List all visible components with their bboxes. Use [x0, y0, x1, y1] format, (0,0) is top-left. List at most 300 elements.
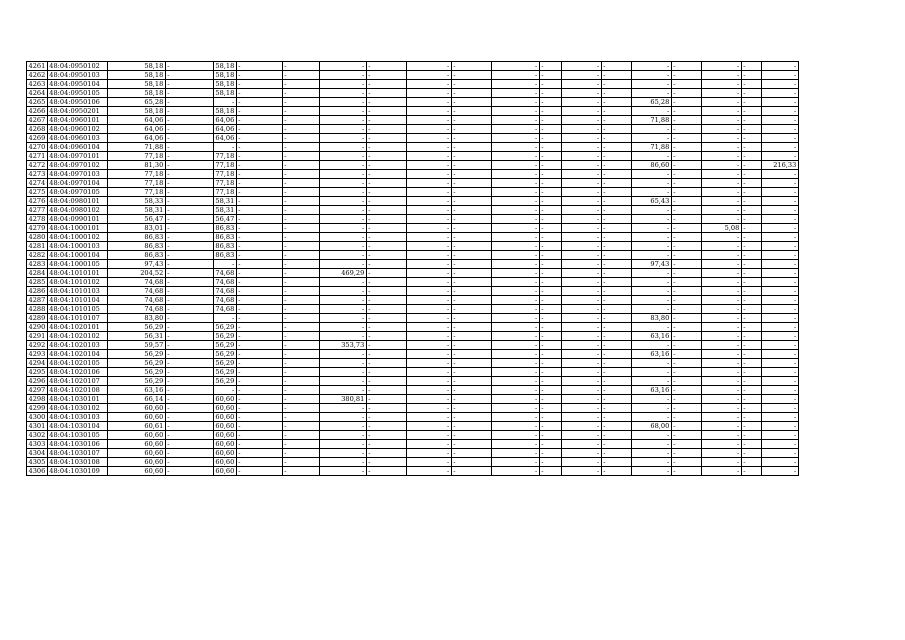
- value-cell: -: [561, 269, 601, 278]
- value-cell: -: [701, 251, 741, 260]
- value-cell: -: [701, 305, 741, 314]
- value-cell: -: [282, 242, 319, 251]
- value-cell: -: [366, 422, 406, 431]
- value-cell: -: [671, 71, 701, 80]
- cadastral-number-cell: 48:04:1030103: [47, 413, 107, 422]
- value-cell: -: [165, 71, 213, 80]
- value-cell: -: [561, 296, 601, 305]
- row-number-cell: 4298: [28, 395, 46, 403]
- value-cell: -: [761, 422, 798, 431]
- value-cell: -: [165, 134, 213, 143]
- value-cell: -: [671, 116, 701, 125]
- value-cell: -: [406, 152, 451, 161]
- value-cell: -: [236, 62, 282, 71]
- value-cell: -: [601, 287, 631, 296]
- value-cell: -: [236, 278, 282, 287]
- table-row: [27, 278, 799, 287]
- value-cell: -: [282, 215, 319, 224]
- value-cell: -: [366, 62, 406, 71]
- value-cell: -: [741, 368, 761, 377]
- value-cell: -: [282, 377, 319, 386]
- cadastral-number-cell: 48:04:1020106: [47, 368, 107, 377]
- value-cell: -: [671, 242, 701, 251]
- row-number-cell: 4304: [28, 449, 46, 457]
- value-cell: -: [561, 242, 601, 251]
- value-cell: -: [539, 233, 561, 242]
- value-cell: -: [319, 161, 366, 170]
- value-cell: -: [741, 395, 761, 404]
- value-cell: -: [451, 89, 491, 98]
- value-cell: 60,60: [107, 431, 165, 440]
- value-cell: -: [631, 296, 671, 305]
- value-cell: -: [282, 134, 319, 143]
- cadastral-number-cell: 48:04:1030106: [47, 440, 107, 449]
- row-number-cell: 4262: [28, 71, 46, 79]
- table-row: [27, 323, 799, 332]
- value-cell: -: [236, 143, 282, 152]
- value-cell: -: [539, 134, 561, 143]
- value-cell: 83,80: [631, 314, 671, 323]
- value-cell: 58,31: [213, 206, 236, 215]
- value-cell: -: [165, 179, 213, 188]
- value-cell: -: [165, 89, 213, 98]
- value-cell: -: [761, 440, 798, 449]
- value-cell: -: [451, 341, 491, 350]
- value-cell: -: [236, 161, 282, 170]
- value-cell: -: [539, 89, 561, 98]
- value-cell: -: [236, 179, 282, 188]
- value-cell: -: [451, 161, 491, 170]
- value-cell: -: [491, 386, 539, 395]
- value-cell: -: [165, 332, 213, 341]
- cadastral-number-cell: 48:04:1000103: [47, 242, 107, 251]
- value-cell: -: [601, 116, 631, 125]
- value-cell: -: [561, 260, 601, 269]
- value-cell: -: [761, 197, 798, 206]
- value-cell: -: [165, 278, 213, 287]
- value-cell: -: [561, 116, 601, 125]
- value-cell: -: [701, 161, 741, 170]
- value-cell: -: [236, 287, 282, 296]
- value-cell: -: [631, 458, 671, 467]
- value-cell: -: [282, 440, 319, 449]
- value-cell: -: [366, 278, 406, 287]
- value-cell: -: [741, 458, 761, 467]
- value-cell: -: [165, 314, 213, 323]
- value-cell: -: [406, 458, 451, 467]
- value-cell: -: [701, 215, 741, 224]
- value-cell: -: [671, 125, 701, 134]
- value-cell: -: [561, 404, 601, 413]
- value-cell: 58,18: [107, 62, 165, 71]
- value-cell: -: [539, 278, 561, 287]
- value-cell: -: [561, 449, 601, 458]
- value-cell: -: [282, 62, 319, 71]
- cadastral-number-cell: 48:04:0970101: [47, 152, 107, 161]
- value-cell: -: [561, 80, 601, 89]
- value-cell: -: [561, 125, 601, 134]
- value-cell: -: [282, 143, 319, 152]
- value-cell: -: [671, 161, 701, 170]
- value-cell: -: [741, 305, 761, 314]
- value-cell: -: [761, 107, 798, 116]
- value-cell: -: [631, 125, 671, 134]
- value-cell: -: [671, 260, 701, 269]
- value-cell: -: [236, 98, 282, 107]
- value-cell: -: [761, 206, 798, 215]
- value-cell: -: [671, 341, 701, 350]
- value-cell: -: [491, 458, 539, 467]
- value-cell: -: [366, 179, 406, 188]
- value-cell: 58,18: [213, 62, 236, 71]
- value-cell: -: [213, 143, 236, 152]
- value-cell: -: [451, 134, 491, 143]
- value-cell: -: [761, 404, 798, 413]
- table-row: [27, 170, 799, 179]
- value-cell: -: [282, 98, 319, 107]
- value-cell: -: [671, 287, 701, 296]
- value-cell: -: [561, 251, 601, 260]
- value-cell: -: [491, 89, 539, 98]
- value-cell: -: [631, 269, 671, 278]
- value-cell: -: [561, 188, 601, 197]
- value-cell: -: [236, 377, 282, 386]
- value-cell: -: [561, 440, 601, 449]
- value-cell: -: [701, 89, 741, 98]
- value-cell: -: [761, 269, 798, 278]
- row-number-cell: 4265: [28, 98, 46, 106]
- value-cell: -: [491, 296, 539, 305]
- value-cell: -: [451, 260, 491, 269]
- table-row: [27, 449, 799, 458]
- value-cell: -: [671, 431, 701, 440]
- value-cell: -: [631, 170, 671, 179]
- value-cell: -: [761, 314, 798, 323]
- value-cell: -: [701, 359, 741, 368]
- value-cell: -: [561, 143, 601, 152]
- value-cell: 86,83: [107, 251, 165, 260]
- value-cell: -: [236, 404, 282, 413]
- value-cell: -: [701, 269, 741, 278]
- value-cell: -: [601, 341, 631, 350]
- value-cell: -: [741, 386, 761, 395]
- value-cell: -: [319, 179, 366, 188]
- value-cell: -: [282, 107, 319, 116]
- value-cell: -: [701, 287, 741, 296]
- value-cell: 5,08: [701, 224, 741, 233]
- value-cell: -: [165, 152, 213, 161]
- value-cell: -: [761, 296, 798, 305]
- cadastral-number-cell: 48:04:1030101: [47, 395, 107, 404]
- value-cell: -: [236, 431, 282, 440]
- value-cell: -: [701, 341, 741, 350]
- value-cell: -: [319, 458, 366, 467]
- value-cell: -: [631, 206, 671, 215]
- value-cell: -: [701, 179, 741, 188]
- value-cell: -: [282, 116, 319, 125]
- value-cell: -: [601, 467, 631, 476]
- value-cell: -: [741, 143, 761, 152]
- row-number-cell: 4305: [28, 458, 46, 466]
- cadastral-number-cell: 48:04:1010104: [47, 296, 107, 305]
- value-cell: 56,47: [213, 215, 236, 224]
- value-cell: -: [451, 350, 491, 359]
- value-cell: -: [631, 107, 671, 116]
- value-cell: -: [165, 116, 213, 125]
- cadastral-number-cell: 48:04:1030107: [47, 449, 107, 458]
- value-cell: -: [761, 62, 798, 71]
- table-row: [27, 467, 799, 476]
- cadastral-number-cell: 48:04:1020107: [47, 377, 107, 386]
- cadastral-number-cell: 48:04:1030108: [47, 458, 107, 467]
- value-cell: 380,81: [319, 395, 366, 404]
- row-number-cell: 4271: [28, 152, 46, 160]
- value-cell: -: [601, 260, 631, 269]
- value-cell: -: [236, 170, 282, 179]
- value-cell: -: [282, 314, 319, 323]
- value-cell: -: [539, 296, 561, 305]
- value-cell: -: [282, 260, 319, 269]
- value-cell: -: [366, 467, 406, 476]
- value-cell: -: [601, 440, 631, 449]
- value-cell: -: [539, 116, 561, 125]
- value-cell: -: [601, 71, 631, 80]
- value-cell: -: [631, 368, 671, 377]
- value-cell: 60,60: [107, 449, 165, 458]
- value-cell: -: [236, 152, 282, 161]
- value-cell: -: [236, 215, 282, 224]
- value-cell: -: [366, 206, 406, 215]
- value-cell: -: [761, 152, 798, 161]
- value-cell: 58,31: [107, 206, 165, 215]
- value-cell: -: [282, 431, 319, 440]
- value-cell: 86,83: [107, 242, 165, 251]
- value-cell: -: [406, 359, 451, 368]
- value-cell: -: [491, 305, 539, 314]
- value-cell: -: [282, 287, 319, 296]
- row-number-cell: 4296: [28, 377, 46, 385]
- value-cell: 63,16: [631, 332, 671, 341]
- row-number-cell: 4279: [28, 224, 46, 232]
- value-cell: -: [741, 80, 761, 89]
- table-row: [27, 107, 799, 116]
- value-cell: -: [671, 386, 701, 395]
- value-cell: -: [282, 458, 319, 467]
- value-cell: -: [236, 422, 282, 431]
- value-cell: -: [451, 449, 491, 458]
- value-cell: 56,29: [213, 377, 236, 386]
- table-row: [27, 350, 799, 359]
- value-cell: -: [366, 134, 406, 143]
- value-cell: -: [561, 215, 601, 224]
- cadastral-number-cell: 48:04:0980101: [47, 197, 107, 206]
- cadastral-number-cell: 48:04:0950105: [47, 89, 107, 98]
- value-cell: -: [319, 350, 366, 359]
- value-cell: -: [601, 323, 631, 332]
- value-cell: 71,88: [107, 143, 165, 152]
- value-cell: -: [701, 107, 741, 116]
- value-cell: -: [319, 413, 366, 422]
- value-cell: -: [631, 215, 671, 224]
- value-cell: -: [451, 179, 491, 188]
- value-cell: -: [282, 179, 319, 188]
- value-cell: -: [741, 197, 761, 206]
- value-cell: -: [366, 197, 406, 206]
- value-cell: 56,29: [107, 377, 165, 386]
- cadastral-number-cell: 48:04:1020108: [47, 386, 107, 395]
- value-cell: -: [761, 224, 798, 233]
- value-cell: -: [451, 296, 491, 305]
- value-cell: -: [761, 305, 798, 314]
- cadastral-number-cell: 48:04:0960101: [47, 116, 107, 125]
- value-cell: -: [491, 278, 539, 287]
- value-cell: -: [741, 350, 761, 359]
- value-cell: -: [741, 323, 761, 332]
- value-cell: 74,68: [213, 287, 236, 296]
- value-cell: -: [601, 413, 631, 422]
- cadastral-number-cell: 48:04:0970105: [47, 188, 107, 197]
- value-cell: -: [631, 323, 671, 332]
- row-number-cell: 4303: [28, 440, 46, 448]
- value-cell: -: [319, 197, 366, 206]
- value-cell: -: [601, 314, 631, 323]
- row-number-cell: 4278: [28, 215, 46, 223]
- value-cell: 71,88: [631, 143, 671, 152]
- value-cell: -: [761, 116, 798, 125]
- value-cell: -: [366, 143, 406, 152]
- value-cell: -: [671, 368, 701, 377]
- row-number-cell: 4277: [28, 206, 46, 214]
- table-row: [27, 62, 799, 71]
- value-cell: -: [319, 71, 366, 80]
- value-cell: -: [701, 368, 741, 377]
- value-cell: -: [213, 314, 236, 323]
- value-cell: -: [451, 395, 491, 404]
- table-row: [27, 242, 799, 251]
- value-cell: -: [366, 449, 406, 458]
- value-cell: -: [761, 377, 798, 386]
- value-cell: -: [213, 386, 236, 395]
- value-cell: -: [671, 62, 701, 71]
- value-cell: -: [236, 80, 282, 89]
- value-cell: -: [406, 242, 451, 251]
- value-cell: -: [366, 386, 406, 395]
- value-cell: 74,68: [107, 296, 165, 305]
- cadastral-number-cell: 48:04:0960104: [47, 143, 107, 152]
- row-number-cell: 4266: [28, 107, 46, 115]
- value-cell: 77,18: [107, 179, 165, 188]
- cadastral-number-cell: 48:04:0970104: [47, 179, 107, 188]
- value-cell: -: [282, 341, 319, 350]
- value-cell: -: [539, 161, 561, 170]
- value-cell: 58,18: [213, 80, 236, 89]
- value-cell: -: [701, 386, 741, 395]
- value-cell: 77,18: [107, 188, 165, 197]
- value-cell: 68,00: [631, 422, 671, 431]
- value-cell: -: [282, 368, 319, 377]
- value-cell: -: [701, 98, 741, 107]
- value-cell: -: [761, 215, 798, 224]
- row-number-cell: 4291: [28, 332, 46, 340]
- value-cell: -: [561, 71, 601, 80]
- value-cell: -: [741, 152, 761, 161]
- value-cell: -: [165, 350, 213, 359]
- value-cell: -: [561, 224, 601, 233]
- value-cell: -: [701, 296, 741, 305]
- value-cell: 74,68: [213, 269, 236, 278]
- value-cell: -: [761, 350, 798, 359]
- value-cell: 56,29: [107, 368, 165, 377]
- value-cell: -: [601, 143, 631, 152]
- value-cell: -: [282, 359, 319, 368]
- value-cell: 65,28: [631, 98, 671, 107]
- value-cell: -: [165, 143, 213, 152]
- value-cell: -: [701, 143, 741, 152]
- table-row: [27, 359, 799, 368]
- value-cell: 63,16: [631, 350, 671, 359]
- value-cell: -: [671, 251, 701, 260]
- table-row: [27, 233, 799, 242]
- cadastral-number-cell: 48:04:1030104: [47, 422, 107, 431]
- value-cell: -: [165, 395, 213, 404]
- value-cell: -: [319, 62, 366, 71]
- value-cell: -: [539, 71, 561, 80]
- value-cell: -: [451, 143, 491, 152]
- table-row: [27, 377, 799, 386]
- value-cell: -: [601, 422, 631, 431]
- value-cell: 60,60: [107, 404, 165, 413]
- table-row: [27, 89, 799, 98]
- value-cell: -: [319, 377, 366, 386]
- value-cell: -: [236, 269, 282, 278]
- value-cell: 60,60: [107, 413, 165, 422]
- value-cell: -: [741, 125, 761, 134]
- value-cell: -: [165, 62, 213, 71]
- value-cell: -: [165, 98, 213, 107]
- value-cell: -: [561, 431, 601, 440]
- table-body: [27, 62, 799, 476]
- value-cell: -: [406, 71, 451, 80]
- value-cell: -: [491, 332, 539, 341]
- value-cell: -: [165, 242, 213, 251]
- value-cell: -: [319, 287, 366, 296]
- value-cell: 65,43: [631, 197, 671, 206]
- value-cell: 64,06: [107, 134, 165, 143]
- value-cell: 56,29: [213, 341, 236, 350]
- value-cell: -: [561, 89, 601, 98]
- value-cell: -: [491, 98, 539, 107]
- value-cell: -: [451, 206, 491, 215]
- value-cell: -: [701, 404, 741, 413]
- value-cell: -: [451, 269, 491, 278]
- value-cell: -: [451, 467, 491, 476]
- value-cell: -: [319, 188, 366, 197]
- table-row: [27, 224, 799, 233]
- value-cell: -: [741, 404, 761, 413]
- value-cell: -: [282, 269, 319, 278]
- row-number-cell: 4285: [28, 278, 46, 286]
- value-cell: -: [165, 107, 213, 116]
- value-cell: 86,83: [213, 242, 236, 251]
- row-number-cell: 4286: [28, 287, 46, 295]
- value-cell: -: [319, 368, 366, 377]
- value-cell: -: [561, 422, 601, 431]
- value-cell: -: [366, 188, 406, 197]
- value-cell: 64,06: [213, 116, 236, 125]
- value-cell: -: [406, 377, 451, 386]
- value-cell: -: [451, 251, 491, 260]
- value-cell: -: [282, 233, 319, 242]
